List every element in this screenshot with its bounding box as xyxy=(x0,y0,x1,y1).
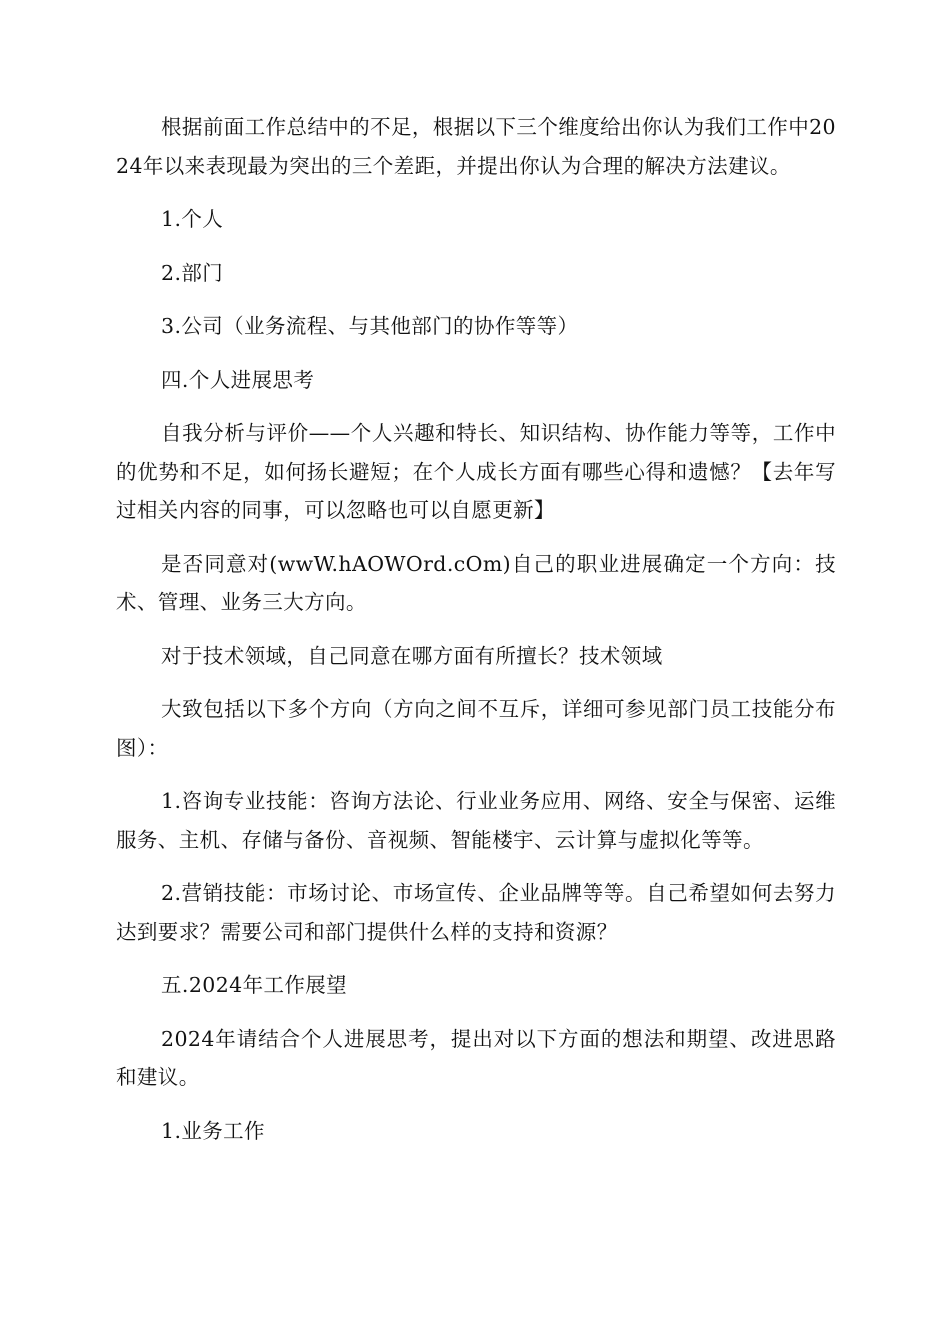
list-item-department: 2.部门 xyxy=(161,260,224,285)
document-page xyxy=(116,108,836,1165)
paragraph-outlook-intro: 2024年请结合个人进展思考，提出对以下方面的想法和期望、改进思路和建议。 xyxy=(116,1026,836,1089)
list-item-marketing-skills: 2.营销技能：市场讨论、市场宣传、企业品牌等等。自己希望如何去努力达到要求？需要公司和部门提供什么样的支持和资源？ xyxy=(116,881,836,944)
paragraph-directions: 大致包括以下多个方向（方向之间不互斥，详细可参见部门员工技能分布图）： xyxy=(116,697,836,760)
section-heading-outlook: 五.2024年工作展望 xyxy=(161,973,348,997)
list-item-personal: 1.个人 xyxy=(161,207,224,231)
list-item-consulting-skills: 1.咨询专业技能：咨询方法论、行业业务应用、网络、安全与保密、运维服务、主机、存储与备份、音视频、智能楼宇、云计算与虚拟化等等。 xyxy=(116,789,836,852)
paragraph-tech-field: 对于技术领域，自己同意在哪方面有所擅长？技术领域 xyxy=(161,643,663,668)
paragraph-career-direction: 是否同意对(wwW.hAOWOrd.cOm)自己的职业进展确定一个方向：技术、管理、业务三大方向。 xyxy=(116,551,836,614)
paragraph-intro: 根据前面工作总结中的不足，根据以下三个维度给出你认为我们工作中2024年以来表现最为突出的三个差距，并提出你认为合理的解决方法建议。 xyxy=(116,115,836,178)
list-item-business-work: 1.业务工作 xyxy=(161,1118,265,1143)
paragraph-self-analysis: 自我分析与评价——个人兴趣和特长、知识结构、协作能力等等，工作中的优势和不足，如何扬长避短；在个人成长方面有哪些心得和遗憾？【去年写过相关内容的同事，可以忽略也可以自愿更新】 xyxy=(116,421,836,522)
list-item-company: 3.公司（业务流程、与其他部门的协作等等） xyxy=(161,314,579,338)
section-heading-personal-development: 四.个人进展思考 xyxy=(161,367,315,392)
